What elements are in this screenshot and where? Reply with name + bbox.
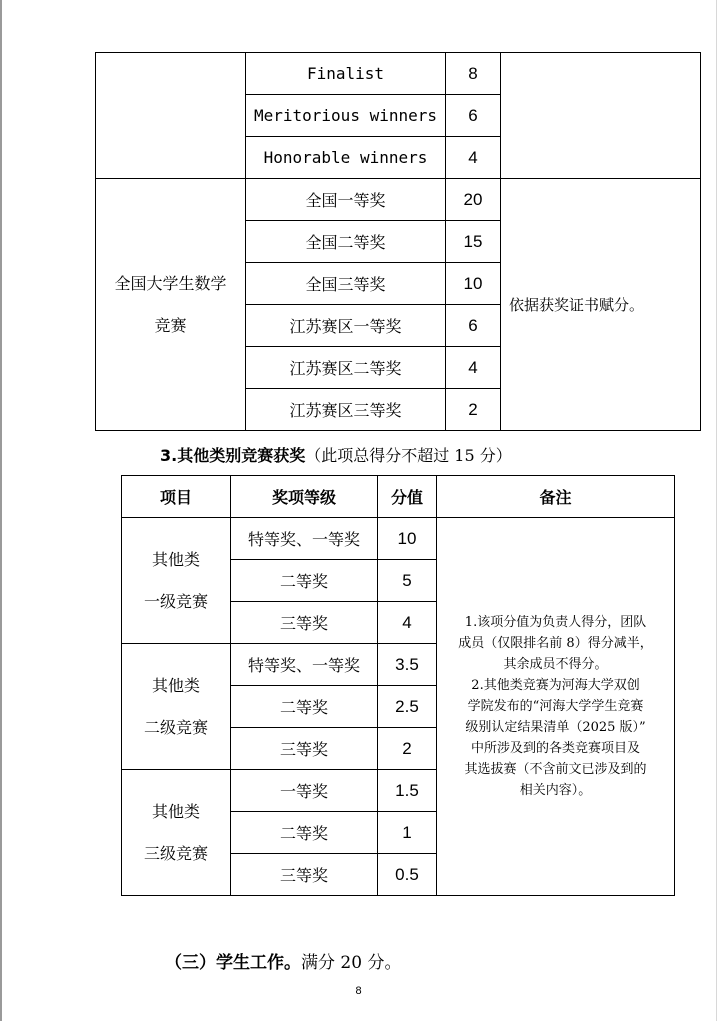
header-level: 奖项等级 xyxy=(231,476,378,518)
category-line: 其他类 xyxy=(151,675,200,695)
note-line: 其余成员不得分。 xyxy=(503,657,608,672)
category-line: 其他类 xyxy=(151,549,200,569)
score-cell: 4 xyxy=(446,137,501,179)
section-heading xyxy=(165,948,401,973)
award-cell: 三等奖 xyxy=(231,728,378,770)
award-cell: 全国一等奖 xyxy=(246,179,446,221)
table-row xyxy=(96,53,701,95)
category-line: 二级竞赛 xyxy=(143,717,208,737)
award-cell: 二等奖 xyxy=(231,686,378,728)
header-score: 分值 xyxy=(378,476,437,518)
remark-cell: 依据获奖证书赋分。 xyxy=(501,179,701,431)
header-remark: 备注 xyxy=(437,476,675,518)
note-line: 学院发布的“河海大学学生竞赛 xyxy=(467,699,644,714)
score-cell: 2 xyxy=(446,389,501,431)
award-cell: Honorable winners xyxy=(246,137,446,179)
category-cell-empty xyxy=(96,53,246,179)
page-left-edge xyxy=(0,0,2,1021)
note-line: 成员（仅限排名前 8）得分减半， xyxy=(458,636,653,651)
category-line: 全国大学生数学 xyxy=(114,273,227,293)
note-line: 1.该项分值为负责人得分，团队 xyxy=(464,615,647,630)
page-number: 8 xyxy=(355,985,362,997)
award-cell: 一等奖 xyxy=(231,770,378,812)
award-cell: 特等奖、一等奖 xyxy=(231,644,378,686)
score-cell: 4 xyxy=(446,347,501,389)
other-competition-table xyxy=(121,475,675,896)
award-cell: 江苏赛区一等奖 xyxy=(246,305,446,347)
remark-cell-empty xyxy=(501,53,701,179)
score-cell: 6 xyxy=(446,95,501,137)
score-cell: 8 xyxy=(446,53,501,95)
score-cell: 2.5 xyxy=(378,686,437,728)
award-cell: 全国二等奖 xyxy=(246,221,446,263)
category-cell xyxy=(122,770,231,896)
header-item: 项目 xyxy=(122,476,231,518)
score-cell: 10 xyxy=(446,263,501,305)
category-line: 一级竞赛 xyxy=(143,591,208,611)
score-cell: 1 xyxy=(378,812,437,854)
note-line: 中所涉及到的各类竞赛项目及 xyxy=(470,741,640,756)
category-cell xyxy=(122,644,231,770)
award-cell: 全国三等奖 xyxy=(246,263,446,305)
score-cell: 4 xyxy=(378,602,437,644)
score-cell: 10 xyxy=(378,518,437,560)
table-row xyxy=(122,518,675,560)
category-cell xyxy=(96,179,246,431)
section-heading-rest: 满分 20 分。 xyxy=(301,953,402,973)
score-cell: 0.5 xyxy=(378,854,437,896)
section-title xyxy=(160,443,512,466)
score-cell: 3.5 xyxy=(378,644,437,686)
category-cell xyxy=(122,518,231,644)
award-cell: 二等奖 xyxy=(231,560,378,602)
award-cell: 三等奖 xyxy=(231,854,378,896)
note-line: 其选拔赛（不含前文已涉及到的 xyxy=(464,762,647,777)
section-title-bold: 3.其他类别竞赛获奖 xyxy=(160,446,306,465)
category-line: 其他类 xyxy=(151,801,200,821)
award-cell: 三等奖 xyxy=(231,602,378,644)
score-cell: 5 xyxy=(378,560,437,602)
category-line: 三级竞赛 xyxy=(143,843,208,863)
award-cell: Finalist xyxy=(246,53,446,95)
section-title-note: （此项总得分不超过 15 分） xyxy=(305,446,512,465)
score-cell: 20 xyxy=(446,179,501,221)
competition-score-table-continued xyxy=(95,52,701,431)
award-cell: 二等奖 xyxy=(231,812,378,854)
award-cell: 特等奖、一等奖 xyxy=(231,518,378,560)
note-line: 相关内容）。 xyxy=(519,783,592,798)
score-cell: 2 xyxy=(378,728,437,770)
note-line: 级别认定结果清单（2025 版）” xyxy=(465,720,646,735)
award-cell: 江苏赛区三等奖 xyxy=(246,389,446,431)
table-header-row xyxy=(122,476,675,518)
score-cell: 15 xyxy=(446,221,501,263)
table-row xyxy=(96,179,701,221)
category-line: 竞赛 xyxy=(154,315,187,335)
score-cell: 1.5 xyxy=(378,770,437,812)
notes-cell xyxy=(437,518,675,896)
award-cell: Meritorious winners xyxy=(246,95,446,137)
award-cell: 江苏赛区二等奖 xyxy=(246,347,446,389)
note-line: 2.其他类竞赛为河海大学双创 xyxy=(471,678,640,693)
section-heading-bold: （三）学生工作。 xyxy=(165,953,301,973)
score-cell: 6 xyxy=(446,305,501,347)
